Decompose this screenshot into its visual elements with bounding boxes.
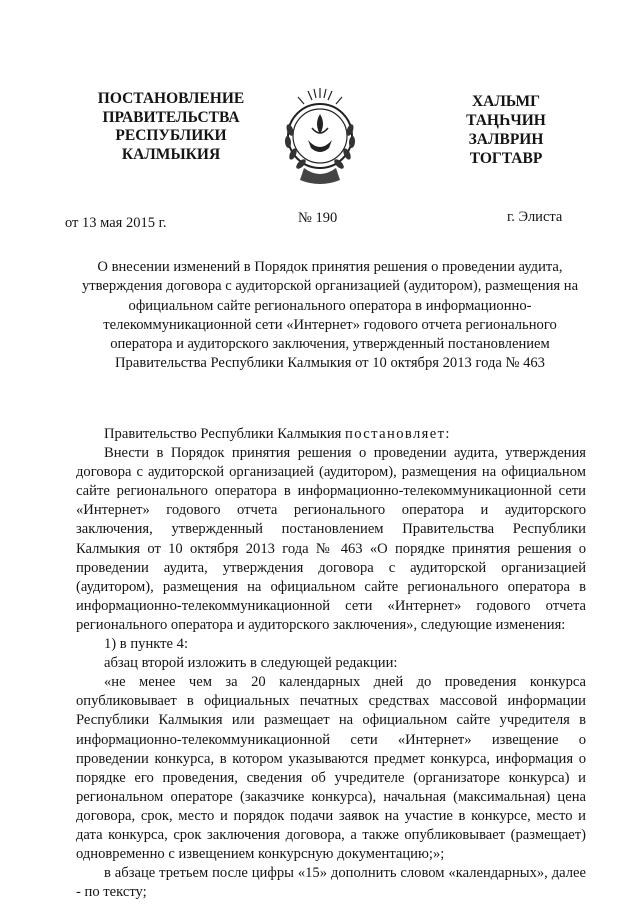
issuer-line: ПОСТАНОВЛЕНИЕ — [97, 90, 245, 107]
document-date: от 13 мая 2015 г. — [65, 215, 167, 231]
intro-paragraph — [76, 425, 586, 444]
document-body — [76, 425, 586, 902]
issuer-line: ПРАВИТЕЛЬСТВА — [102, 108, 240, 126]
body-paragraph: абзац второй изложить в следующей редакции: — [104, 655, 398, 672]
document-header — [0, 84, 640, 194]
intro-prefix: Правительство Республики Калмыкия — [104, 426, 342, 442]
document-subject: О внесении изменений в Порядок принятия решения о проведении аудита, утверждения договора с аудиторской организацией (аудитором), размещения на официальном сайте регионального оператора в информационно-телекоммуникационной сети «Интернет» годового отчета регионального оператора и аудиторского заключения, утвержденный постановлением Правительства Республики Калмыкия от 10 октября 2013 года № 463 — [81, 259, 579, 372]
kalmykia-coat-of-arms-icon — [274, 84, 366, 188]
issuer-line: ЗАЛВРИН — [468, 131, 544, 148]
document-meta — [0, 209, 640, 237]
body-paragraph: «не менее чем за 20 календарных дней до проведения конкурса опубликовывает в официальных печатных средствах массовой информации Республики Калмыкия или размещает на официальном сайте учредителя в информационно-телекоммуникационной сети «Интернет» извещение о проведении конкурса, в котором указываются предмет конкурса, информация о порядке его проведения, сведения об учредителе (организаторе конкурса) и региональном операторе (заказчике конкурса), начальная (максимальная) цена договора, срок, место и порядок подачи заявок на участие в конкурсе, место и дата конкурса, срок заключения договора, а также опубликовывает (размещает) одновременно с извещением конкурсную документацию;»; — [76, 674, 586, 863]
issuer-line: ХАЛЬМГ — [471, 93, 541, 110]
body-paragraph: 1) в пункте 4: — [104, 636, 189, 653]
issuer-line: КАЛМЫКИЯ — [121, 145, 221, 163]
issuer-title-russian — [78, 90, 264, 164]
issuer-line: РЕСПУБЛИКИ — [115, 127, 227, 144]
body-paragraph: в абзаце третьем после цифры «15» дополнить словом «календарных», далее - по тексту; — [76, 865, 586, 901]
body-paragraph: Внести в Порядок принятия решения о проведении аудита, утверждения договора с аудиторской организацией (аудитором), размещения на официальном сайте регионального оператора в информационно-телекоммуникационной сети «Интернет» годового отчета регионального оператора и аудиторского заключения, утвержденный постановлением Правительства Республики Калмыкия от 10 октября 2013 года № 463 «О порядке принятия решения о проведении аудита, утверждения договора с аудиторской организацией (аудитором), размещения на официальном сайте регионального оператора в информационно-телекоммуникационной сети «Интернет» годового отчета регионального оператора и аудиторского заключения», следующие изменения: — [76, 445, 586, 633]
document-city: г. Элиста — [507, 209, 563, 225]
issuer-line: ТОГТАВР — [469, 150, 543, 167]
issuer-title-kalmyk — [432, 92, 580, 168]
issuer-line: ТАҢҺЧИН — [466, 112, 546, 129]
intro-action: постановляет: — [345, 426, 451, 442]
document-number: № 190 — [298, 210, 338, 226]
